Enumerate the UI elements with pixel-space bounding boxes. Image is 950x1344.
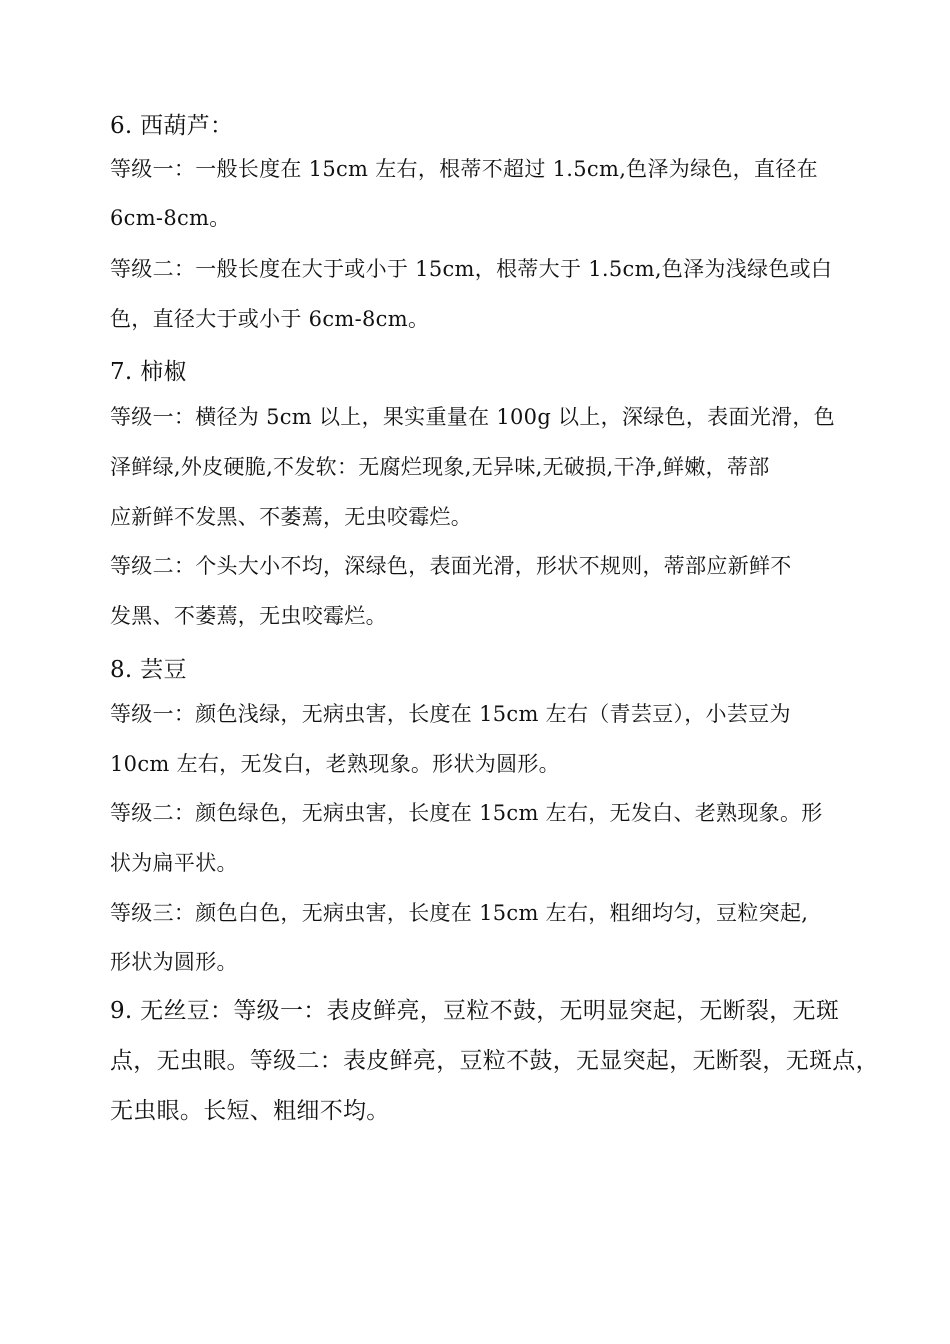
bean-grade1-line2: 10cm 左右，无发白，老熟现象。形状为圆形。: [110, 752, 560, 776]
stringless-bean-line2: 点，无虫眼。等级二：表皮鲜亮，豆粒不鼓，无显突起，无断裂，无斑点，: [110, 1048, 879, 1074]
bean-grade2-line1: 等级二：颜色绿色，无病虫害，长度在 15cm 左右，无发白、老熟现象。形: [110, 801, 823, 825]
stringless-bean-line3: 无虫眼。长短、粗细不均。: [110, 1098, 390, 1124]
pepper-grade1-line2: 泽鲜绿,外皮硬脆,不发软：无腐烂现象,无异味,无破损,干净,鲜嫩，蒂部: [110, 455, 770, 479]
stringless-bean-line1: 9. 无丝豆：等级一：表皮鲜亮，豆粒不鼓，无明显突起，无断裂，无斑: [110, 998, 840, 1024]
pepper-grade1-line1: 等级一：横径为 5cm 以上，果实重量在 100g 以上，深绿色，表面光滑，色: [110, 405, 835, 429]
bean-grade3-line2: 形状为圆形。: [110, 950, 238, 974]
section-heading-zucchini: 6. 西葫芦：: [110, 113, 234, 139]
bean-grade2-line2: 状为扁平状。: [110, 851, 238, 875]
section-heading-kidney-bean: 8. 芸豆: [110, 657, 187, 683]
zucchini-grade2-line1: 等级二：一般长度在大于或小于 15cm，根蒂大于 1.5cm,色泽为浅绿色或白: [110, 257, 833, 281]
zucchini-grade1-line2: 6cm-8cm。: [110, 206, 231, 230]
zucchini-grade1-line1: 等级一：一般长度在 15cm 左右，根蒂不超过 1.5cm,色泽为绿色，直径在: [110, 157, 818, 181]
pepper-grade1-line3: 应新鲜不发黑、不萎蔫，无虫咬霉烂。: [110, 505, 473, 529]
pepper-grade2-line1: 等级二：个头大小不均，深绿色，表面光滑，形状不规则，蒂部应新鲜不: [110, 554, 792, 578]
pepper-grade2-line2: 发黑、不萎蔫，无虫咬霉烂。: [110, 604, 387, 628]
bean-grade3-line1: 等级三：颜色白色，无病虫害，长度在 15cm 左右，粗细均匀，豆粒突起,: [110, 901, 809, 925]
bean-grade1-line1: 等级一：颜色浅绿，无病虫害，长度在 15cm 左右（青芸豆），小芸豆为: [110, 702, 791, 726]
zucchini-grade2-line2: 色，直径大于或小于 6cm-8cm。: [110, 307, 430, 331]
section-heading-bell-pepper: 7. 柿椒: [110, 359, 187, 385]
